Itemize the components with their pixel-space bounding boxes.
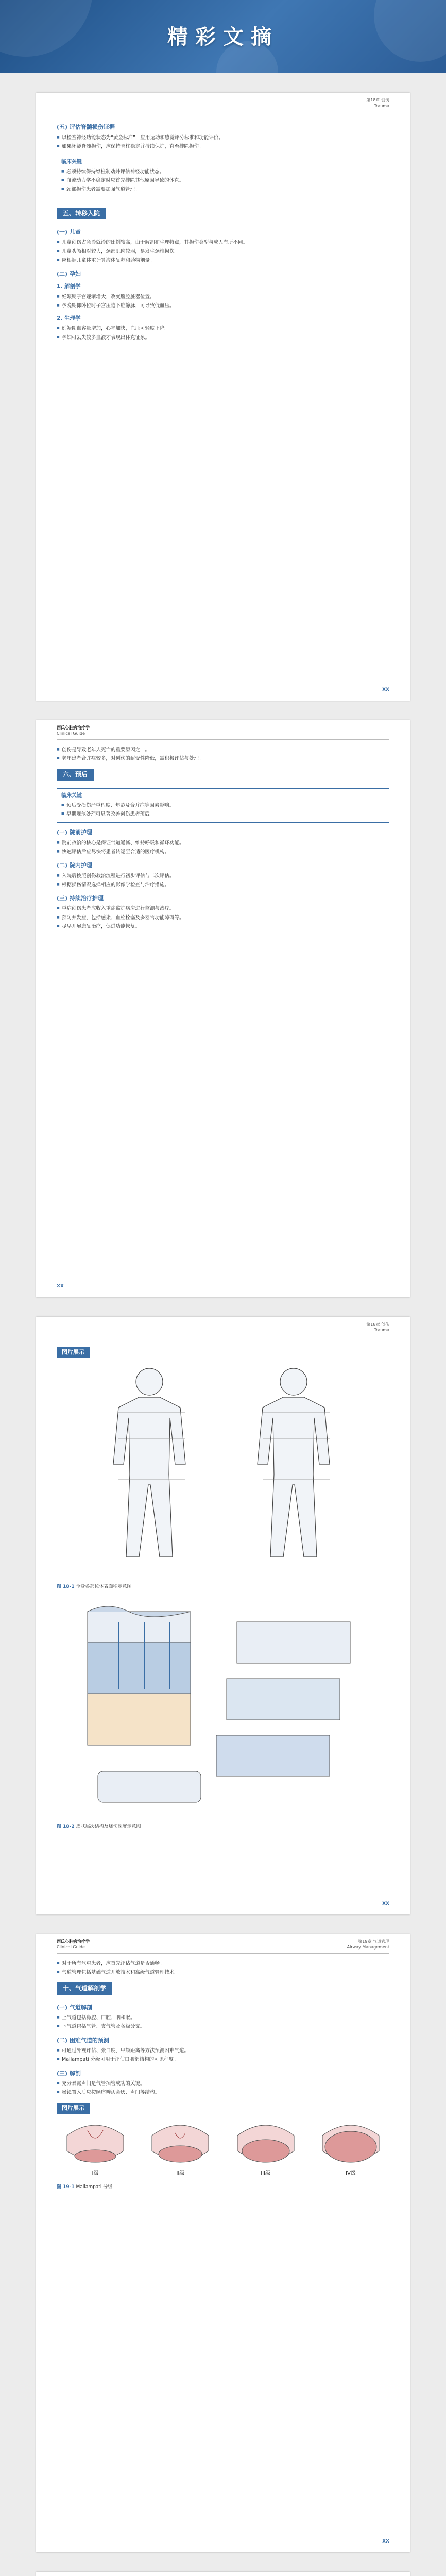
- subheading: 2. 生理学: [57, 315, 81, 321]
- bullet: ■ 老年患者合并症较多，对创伤的耐受性降低，需积极评估与处理。: [57, 755, 389, 762]
- section-heading: 六、预后: [57, 769, 94, 781]
- figure-heading: 图片展示: [57, 1347, 90, 1358]
- bullet: ■ 气道管理包括基础气道开放技术和高级气道管理技术。: [57, 1969, 389, 1976]
- bullet: ■ 必须持续保持脊柱制动并评估神经功能状态。: [61, 168, 385, 176]
- running-head: 西氏心脏病治疗学: [57, 725, 90, 730]
- mouth-diagram: [147, 2120, 214, 2166]
- figure-caption: [57, 1823, 389, 1831]
- caption-text: 皮肤层次结构及烧伤深度示意图: [76, 1824, 141, 1829]
- book-page-5: [36, 2572, 410, 2576]
- running-head: 第18章 创伤: [366, 98, 389, 103]
- page-number: XX: [382, 1901, 389, 1906]
- bullet: ■ 孕妇可丢失较多血液才表现出休克征象。: [57, 334, 389, 342]
- figure-heading: 图片展示: [57, 2103, 90, 2114]
- page-list: [0, 73, 446, 2576]
- mallampati-item: [57, 2120, 134, 2178]
- bullet: ■ 对于所有危重患者，应首先评估气道是否通畅。: [57, 1960, 389, 1968]
- page-title: 精彩文摘: [167, 25, 279, 49]
- mallampati-label: I级: [92, 2171, 99, 2177]
- running-head-en: Trauma: [374, 103, 389, 108]
- running-head: 第18章 创伤: [366, 1322, 389, 1327]
- bullet: ■ 创伤是导致老年人死亡的重要原因之一。: [57, 746, 389, 754]
- bullet: ■ 可通过外观评估、张口度、甲颏距离等方法预测困难气道。: [57, 2047, 389, 2055]
- subheading: (二) 院内护理: [57, 861, 92, 869]
- subheading: (五) 评估脊髓损伤证据: [57, 124, 115, 130]
- section-heading: 十、气道解剖学: [57, 1982, 112, 1994]
- bullet: ■ 入院后按照创伤救治流程进行初步评估与二次评估。: [57, 872, 389, 880]
- bullet: ■ 以检查神经功能状态为“黄金标准”，应用运动和感觉评分标准和功能评价。: [57, 134, 389, 142]
- bullet: ■ 早期规范处理可显著改善创伤患者预后。: [61, 810, 385, 818]
- caption-number: 图 19-1: [57, 2184, 75, 2190]
- bullet: ■ 应根据儿童体重计算液体复苏和药物剂量。: [57, 257, 389, 264]
- bullet: ■ 根据损伤情况选择相应的影像学检查与治疗措施。: [57, 881, 389, 889]
- mouth-diagram: [232, 2120, 299, 2166]
- figure-caption: [57, 2183, 389, 2191]
- box-title: 临床关键: [61, 159, 82, 165]
- subheading: (三) 持续治疗护理: [57, 894, 104, 902]
- running-head-en: Trauma: [374, 1327, 389, 1332]
- page-number: XX: [57, 1283, 64, 1289]
- subheading: 1. 解剖学: [57, 283, 81, 290]
- bullet: ■ 预后受损伤严重程度、年龄及合并症等因素影响。: [61, 802, 385, 809]
- subheading: (二) 孕妇: [57, 270, 81, 277]
- bullet: ■ 预防并发症，包括感染、血栓栓塞及多器官功能障碍等。: [57, 914, 389, 922]
- caption-text: 全身各部位体表面积示意图: [76, 1584, 132, 1589]
- caption-number: 图 18-1: [57, 1584, 75, 1589]
- bullet: ■ 快速评估后应尽快将患者转运至合适的医疗机构。: [57, 848, 389, 856]
- skin-layer-diagram: [57, 1601, 389, 1818]
- subheading: (一) 气道解剖: [57, 2004, 92, 2011]
- mallampati-label: III级: [261, 2171, 271, 2177]
- bullet: ■ 孕晚期仰卧位时子宫压迫下腔静脉，可导致低血压。: [57, 302, 389, 310]
- bullet: ■ 妊娠期血容量增加，心率加快，血压可轻度下降。: [57, 325, 389, 332]
- bullet: ■ 上气道包括鼻腔、口腔、咽和喉。: [57, 2014, 389, 2022]
- key-box: [57, 788, 389, 823]
- figure-caption: [57, 1583, 389, 1590]
- bullet: ■ 儿童创伤占急诊就诊的比例较高，由于解剖和生理特点，其损伤类型与成人有所不同。: [57, 239, 389, 246]
- page-number: XX: [382, 2538, 389, 2544]
- mallampati-label: IV级: [346, 2171, 356, 2177]
- section-heading: 五、转移入院: [57, 208, 106, 219]
- subheading: (一) 儿童: [57, 228, 81, 235]
- bullet: ■ 喉镜置入后应按顺序辨认会厌、声门等结构。: [57, 2089, 389, 2096]
- running-head: 西氏心脏病治疗学: [57, 1939, 90, 1944]
- caption-number: 图 18-2: [57, 1824, 75, 1829]
- bullet: ■ 下气道包括气管、支气管及各级分支。: [57, 2023, 389, 2030]
- header-banner: [0, 0, 446, 73]
- subheading: (三) 解剖: [57, 2070, 81, 2077]
- subheading: (一) 院前护理: [57, 828, 92, 836]
- key-box: [57, 155, 389, 198]
- running-head: 第19章 气道管理: [358, 1939, 389, 1944]
- mouth-diagram: [317, 2120, 384, 2166]
- book-page-3: [36, 1317, 410, 1914]
- bullet: ■ Mallampati 分级可用于评估口咽部结构的可见程度。: [57, 2056, 389, 2063]
- bullet: ■ 重症创伤患者应收入重症监护病房进行监测与治疗。: [57, 905, 389, 912]
- bullet: ■ 颈部损伤患者需要加强气道管理。: [61, 185, 385, 193]
- caption-text: Mallampati 分级: [76, 2184, 113, 2190]
- bullet: ■ 尽早开展康复治疗，促进功能恢复。: [57, 923, 389, 930]
- bullet: ■ 充分暴露声门是气管插管成功的关键。: [57, 2080, 389, 2088]
- book-page-4: [36, 1934, 410, 2552]
- bullet: ■ 院前救治的核心是保证气道通畅、维持呼吸和循环功能。: [57, 839, 389, 847]
- subheading: (二) 困难气道的预测: [57, 2037, 109, 2044]
- running-head-en: Clinical Guide: [57, 1944, 85, 1950]
- body-diagram: [57, 1361, 389, 1578]
- running-head-en: Clinical Guide: [57, 731, 85, 736]
- book-page-2: [36, 720, 410, 1297]
- bullet: ■ 血流动力学不稳定时应首先排除其他原因导致的休克。: [61, 177, 385, 184]
- mallampati-item: [312, 2120, 389, 2178]
- page-number: XX: [382, 687, 389, 692]
- mallampati-figure: [57, 2117, 389, 2181]
- book-page-1: [36, 93, 410, 701]
- mouth-diagram: [62, 2120, 129, 2166]
- bullet: ■ 如果怀疑脊髓损伤，应保持脊柱稳定并持续保护，直至排除损伤。: [57, 143, 389, 150]
- box-title: 临床关键: [61, 792, 82, 799]
- bullet: ■ 儿童头颅相对较大，颈部肌肉较弱，易发生颈椎损伤。: [57, 248, 389, 256]
- mallampati-item: [227, 2120, 304, 2178]
- mallampati-item: [142, 2120, 219, 2178]
- bullet: ■ 妊娠期子宫逐渐增大，改变腹腔脏器位置。: [57, 293, 389, 301]
- mallampati-label: II级: [176, 2171, 185, 2177]
- running-head-en: Airway Management: [347, 1944, 389, 1950]
